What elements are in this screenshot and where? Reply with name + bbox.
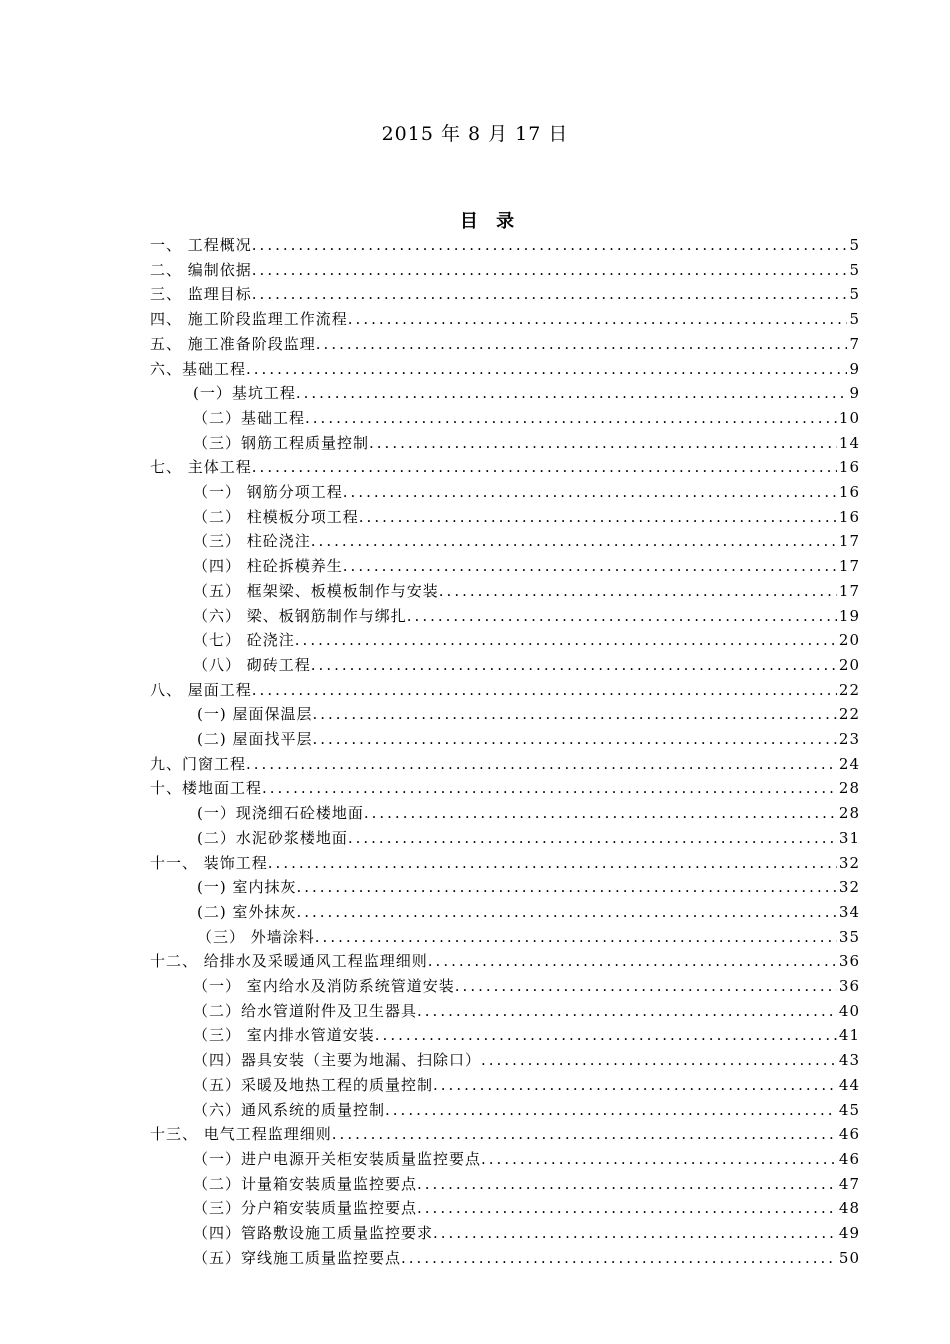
- toc-entry-label: (二) 室外抹灰: [197, 902, 297, 921]
- toc-entry-page: 20: [838, 631, 860, 650]
- toc-entry-page: 22: [838, 705, 860, 724]
- toc-entry-label: (一）现浇细石砼楼地面: [197, 804, 364, 823]
- toc-leader-dots: [295, 630, 837, 650]
- toc-entry-page: 50: [838, 1248, 860, 1267]
- toc-entry[interactable]: [193, 999, 860, 1021]
- toc-leader-dots: [252, 284, 848, 304]
- toc-entry-page: 28: [838, 804, 860, 823]
- toc-entry-label: 九、门窗工程: [150, 754, 247, 773]
- toc-entry-label: 十、楼地面工程: [150, 779, 263, 798]
- toc-entry-label: （五）采暖及地热工程的质量控制: [193, 1075, 434, 1094]
- toc-entry[interactable]: [197, 875, 860, 897]
- toc-leader-dots: [481, 1149, 837, 1169]
- toc-entry[interactable]: [193, 1147, 860, 1169]
- toc-entry[interactable]: [150, 307, 860, 329]
- toc-entry-page: 31: [838, 828, 860, 847]
- toc-entry[interactable]: [197, 826, 860, 848]
- toc-entry[interactable]: [150, 332, 860, 354]
- toc-entry-label: 一、 工程概况: [150, 236, 252, 254]
- toc-entry-page: 28: [838, 779, 860, 798]
- toc-entry[interactable]: [193, 579, 860, 601]
- toc-entry-page: 17: [838, 557, 860, 576]
- toc-entry[interactable]: [193, 381, 860, 403]
- toc-entry-label: 十三、 电气工程监理细则: [150, 1125, 332, 1144]
- toc-leader-dots: [343, 556, 837, 576]
- toc-entry-label: （三） 室内排水管道安装: [193, 1026, 375, 1045]
- toc-entry-label: (二）水泥砂浆楼地面: [197, 828, 348, 847]
- toc-leader-dots: [296, 902, 836, 922]
- toc-leader-dots: [311, 531, 837, 551]
- toc-leader-dots: [252, 235, 848, 255]
- toc-entry-label: （三） 外墙涂料: [197, 927, 315, 946]
- toc-leader-dots: [315, 927, 837, 947]
- toc-entry-label: （四）器具安装（主要为地漏、扫除口）: [193, 1051, 482, 1070]
- toc-entry[interactable]: [150, 752, 860, 774]
- toc-entry[interactable]: [193, 1098, 860, 1120]
- toc-entry-page: 45: [838, 1100, 860, 1119]
- toc-entry-label: （四）管路敷设施工质量监控要求: [193, 1224, 434, 1242]
- toc-leader-dots: [296, 877, 836, 897]
- toc-leader-dots: [407, 606, 837, 626]
- toc-entry-label: 十二、 给排水及采暖通风工程监理细则: [150, 952, 428, 971]
- toc-entry-label: (二) 屋面找平层: [197, 730, 313, 748]
- document-date: 2015 年 8 月 17 日: [381, 123, 569, 145]
- toc-entry[interactable]: [193, 1073, 860, 1095]
- toc-leader-dots: [252, 457, 837, 477]
- toc-leader-dots: [246, 359, 847, 379]
- toc-entry[interactable]: [150, 357, 860, 379]
- toc-entry[interactable]: [193, 1246, 860, 1268]
- toc-title: 目 录: [459, 211, 521, 232]
- toc-entry-label: （二）给水管道附件及卫生器具: [193, 1001, 418, 1020]
- toc-entry-label: （二） 柱模板分项工程: [193, 507, 359, 526]
- toc-entry[interactable]: [193, 1048, 860, 1070]
- toc-entry[interactable]: [150, 851, 860, 873]
- toc-entry[interactable]: [193, 1196, 860, 1218]
- toc-entry[interactable]: [193, 505, 860, 527]
- toc-entry-page: 47: [838, 1174, 860, 1193]
- toc-leader-dots: [359, 507, 837, 527]
- toc-entry-page: 46: [838, 1125, 860, 1144]
- toc-leader-dots: [369, 433, 837, 453]
- toc-leader-dots: [343, 482, 837, 502]
- toc-entry-label: （四） 柱砼拆模养生: [193, 557, 343, 576]
- toc-leader-dots: [246, 754, 837, 774]
- toc-entry-page: 24: [838, 754, 860, 773]
- toc-entry-page: 9: [849, 359, 860, 378]
- toc-leader-dots: [268, 853, 837, 873]
- toc-entry-label: （二）计量箱安装质量监控要点: [193, 1174, 418, 1193]
- toc-entry-label: (一) 室内抹灰: [197, 878, 297, 897]
- toc-entry[interactable]: [197, 801, 860, 823]
- toc-entry-page: 19: [838, 606, 860, 625]
- toc-entry[interactable]: [193, 604, 860, 626]
- toc-entry[interactable]: [150, 282, 860, 304]
- toc-entry-page: 22: [838, 680, 860, 699]
- toc-leader-dots: [316, 334, 848, 354]
- toc-entry-label: 三、 监理目标: [150, 285, 252, 304]
- toc-entry-label: (一) 屋面保温层: [197, 705, 313, 724]
- toc-entry-page: 49: [838, 1224, 860, 1242]
- toc-entry[interactable]: [193, 628, 860, 650]
- toc-entry[interactable]: [150, 258, 860, 280]
- toc-leader-dots: [305, 408, 837, 428]
- toc-entry-page: 43: [838, 1051, 860, 1070]
- toc-entry[interactable]: [150, 949, 860, 971]
- toc-entry-label: 四、 施工阶段监理工作流程: [150, 310, 348, 329]
- toc-entry-label: （三）分户箱安装质量监控要点: [193, 1199, 418, 1218]
- toc-entry-page: 14: [838, 433, 860, 452]
- toc-entry-page: 9: [849, 384, 860, 403]
- toc-entry[interactable]: [150, 233, 860, 255]
- toc-entry[interactable]: [193, 653, 860, 675]
- toc-entry-page: 5: [849, 285, 860, 304]
- toc-entry-label: （二）基础工程: [193, 408, 306, 427]
- toc-entry-label: 十一、 装饰工程: [150, 853, 268, 872]
- toc-entry-page: 46: [838, 1149, 860, 1168]
- toc-leader-dots: [385, 1100, 837, 1120]
- toc-entry-page: 5: [849, 236, 860, 254]
- toc-entry-page: 16: [838, 458, 860, 477]
- toc-entry-label: （三）钢筋工程质量控制: [193, 433, 370, 452]
- toc-leader-dots: [401, 1248, 837, 1268]
- toc-leader-dots: [417, 1198, 837, 1218]
- toc-entry[interactable]: [197, 727, 860, 749]
- toc-entry[interactable]: [150, 455, 860, 477]
- toc-entry[interactable]: [193, 431, 860, 453]
- toc-leader-dots: [364, 803, 837, 823]
- toc-entry-page: 34: [838, 902, 860, 921]
- toc-entry-label: （七） 砼浇注: [193, 631, 295, 650]
- toc-entry[interactable]: [150, 1122, 860, 1144]
- toc-leader-dots: [375, 1025, 837, 1045]
- toc-entry-page: 17: [838, 532, 860, 551]
- toc-leader-dots: [252, 260, 848, 280]
- toc-entry-label: 七、 主体工程: [150, 458, 252, 477]
- toc-entry-page: 48: [838, 1199, 860, 1218]
- toc-entry[interactable]: [193, 554, 860, 576]
- toc-entry[interactable]: [197, 925, 860, 947]
- toc-leader-dots: [439, 581, 837, 601]
- toc-entry-page: 36: [838, 952, 860, 971]
- toc-entry-label: （三） 柱砼浇注: [193, 532, 311, 551]
- toc-leader-dots: [252, 680, 837, 700]
- toc-entry[interactable]: [150, 678, 860, 700]
- toc-leader-dots: [296, 383, 848, 403]
- toc-leader-dots: [348, 309, 848, 329]
- toc-entry-label: （五）穿线施工质量监控要点: [193, 1248, 402, 1267]
- toc-entry-page: 35: [838, 927, 860, 946]
- toc-leader-dots: [332, 1124, 837, 1144]
- toc-entry-label: （一）进户电源开关柜安装质量监控要点: [193, 1149, 482, 1168]
- toc-leader-dots: [311, 655, 837, 675]
- toc-leader-dots: [481, 1050, 837, 1070]
- toc-entry-page: 5: [849, 260, 860, 279]
- toc-entry-page: 40: [838, 1001, 860, 1020]
- toc-entry-page: 7: [849, 334, 860, 353]
- toc-entry[interactable]: [193, 1172, 860, 1194]
- toc-entry-page: 32: [838, 878, 860, 897]
- toc-leader-dots: [428, 951, 837, 971]
- toc-leader-dots: [262, 778, 837, 798]
- toc-entry[interactable]: [193, 1023, 860, 1045]
- toc-entry-page: 44: [838, 1075, 860, 1094]
- toc-entry-page: 10: [838, 408, 860, 427]
- toc-entry-page: 16: [838, 483, 860, 501]
- toc-leader-dots: [312, 704, 836, 724]
- toc-leader-dots: [312, 729, 836, 749]
- toc-entry[interactable]: [193, 406, 860, 428]
- toc-entry-label: （一） 钢筋分项工程: [193, 483, 343, 501]
- toc-leader-dots: [348, 828, 837, 848]
- toc-entry-page: 23: [838, 730, 860, 748]
- toc-entry[interactable]: [193, 1221, 860, 1243]
- toc-entry-label: （一） 室内给水及消防系统管道安装: [193, 977, 455, 995]
- toc-entry-label: 五、 施工准备阶段监理: [150, 334, 316, 353]
- toc-entry[interactable]: [193, 480, 860, 502]
- toc-entry[interactable]: [193, 529, 860, 551]
- toc-entry[interactable]: [197, 702, 860, 724]
- toc-entry[interactable]: [193, 974, 860, 996]
- toc-entry-label: （八） 砌砖工程: [193, 655, 311, 674]
- toc-entry-label: 六、基础工程: [150, 359, 247, 378]
- toc-entry-label: （六） 梁、板钢筋制作与绑扎: [193, 606, 407, 625]
- toc-entry-label: （五） 框架梁、板模板制作与安装: [193, 581, 439, 600]
- toc-leader-dots: [433, 1223, 837, 1243]
- toc-entry-page: 17: [838, 581, 860, 600]
- toc-leader-dots: [433, 1075, 837, 1095]
- toc-entry-page: 41: [838, 1026, 860, 1045]
- toc-entry[interactable]: [197, 900, 860, 922]
- toc-entry-label: （六）通风系统的质量控制: [193, 1100, 386, 1119]
- toc-entry-label: 八、 屋面工程: [150, 680, 252, 699]
- toc-entry-label: 二、 编制依据: [150, 260, 252, 279]
- toc-entry[interactable]: [150, 776, 860, 798]
- toc-leader-dots: [417, 1174, 837, 1194]
- toc-entry-page: 16: [838, 507, 860, 526]
- toc-leader-dots: [417, 1001, 837, 1021]
- toc-leader-dots: [455, 976, 837, 996]
- toc-entry-page: 20: [838, 655, 860, 674]
- toc-entry-page: 36: [838, 977, 860, 995]
- toc-entry-page: 5: [849, 310, 860, 329]
- toc-entry-page: 32: [838, 853, 860, 872]
- toc-entry-label: (一）基坑工程: [193, 384, 296, 403]
